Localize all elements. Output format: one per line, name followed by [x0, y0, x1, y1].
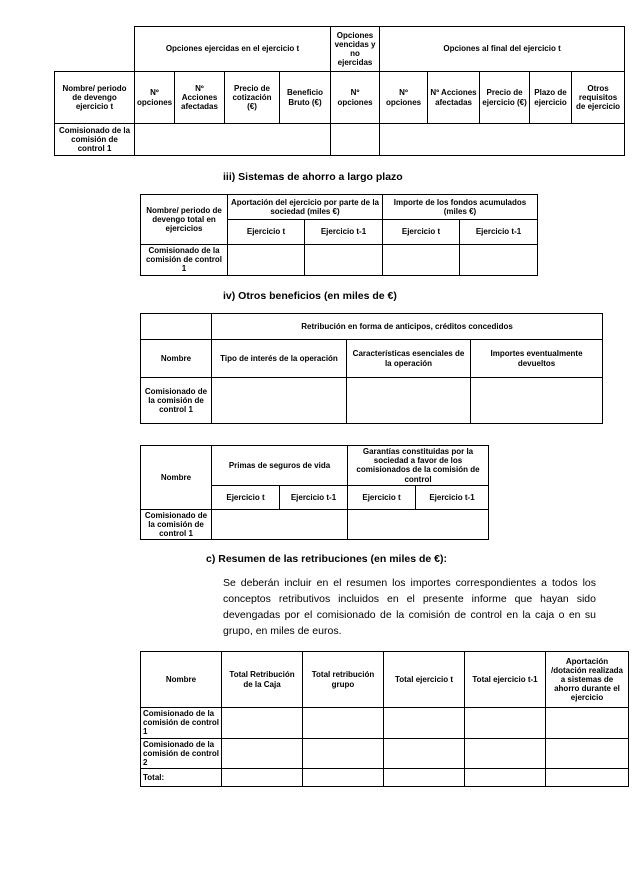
column-header: Ejercicio t-1: [416, 485, 489, 509]
column-header: Total ejercicio t: [384, 652, 465, 708]
column-header: Ejercicio t: [212, 485, 280, 509]
paragraph-line: grupo, en miles de euros.: [223, 625, 342, 637]
column-header: Precio de ejercicio (€): [480, 72, 530, 124]
row-header: Nombre: [141, 340, 212, 378]
row-label: Comisionado de la comisión de control 1: [55, 124, 135, 156]
group-header-advances: Retribución en forma de anticipos, créditos concedidos: [212, 314, 603, 340]
data-cell: [331, 124, 380, 156]
row-label: Comisionado de la comisión de control 1: [141, 245, 228, 276]
data-cell: [546, 769, 629, 787]
column-header: Total Retribución de la Caja: [222, 652, 303, 708]
column-header: Características esenciales de la operación: [347, 340, 471, 378]
data-cell: [135, 124, 331, 156]
advances-table: [140, 313, 603, 424]
row-label: Comisionado de la comisión de control 2: [141, 738, 222, 769]
data-cell: [228, 245, 305, 276]
data-cell: [380, 124, 625, 156]
paragraph-line: conceptos retributivos incluidos en el presente informe que hayan sido: [223, 593, 596, 605]
data-cell: [305, 245, 383, 276]
row-header: Nombre/ periodo de devengo ejercicio t: [55, 72, 135, 124]
column-header: Total retribución grupo: [303, 652, 384, 708]
paragraph-line: Se deberán incluir en el resumen los importes correspondientes a todos los: [223, 577, 596, 589]
data-cell: [212, 378, 347, 424]
column-header: Total ejercicio t-1: [465, 652, 546, 708]
group-header-contribution: Aportación del ejercicio por parte de la sociedad (miles €): [228, 195, 383, 220]
data-cell: [212, 509, 348, 540]
group-header-exercised: Opciones ejercidas en el ejercicio t: [135, 27, 331, 72]
data-cell: [460, 245, 538, 276]
group-header-accumulated: Importe de los fondos acumulados (miles €): [383, 195, 538, 220]
data-cell: [348, 509, 489, 540]
column-header: Ejercicio t-1: [305, 220, 383, 245]
column-header: Tipo de interés de la operación: [212, 340, 347, 378]
paragraph-line: devengadas por el comisionado de la comisión de control en la caja o en su: [223, 609, 596, 621]
data-cell: [384, 769, 465, 787]
data-cell: [222, 769, 303, 787]
data-cell: [222, 708, 303, 739]
row-label: Comisionado de la comisión de control 1: [141, 378, 212, 424]
group-header-guarantees: Garantías constituidas por la sociedad a favor de los comisionados de la comisión de control: [348, 446, 489, 486]
data-cell: [471, 378, 603, 424]
data-cell: [303, 708, 384, 739]
data-cell: [384, 738, 465, 769]
data-cell: [222, 738, 303, 769]
data-cell: [465, 769, 546, 787]
data-cell: [384, 708, 465, 739]
data-cell: [383, 245, 460, 276]
summary-table: [140, 651, 629, 787]
row-label: Total:: [141, 769, 222, 787]
section-c-title: c) Resumen de las retribuciones (en miles de €):: [206, 553, 447, 565]
column-header: Aportación /dotación realizada a sistemas de ahorro durante el ejercicio: [546, 652, 629, 708]
column-header: Nº opciones: [331, 72, 380, 124]
group-header-life-insurance: Primas de seguros de vida: [212, 446, 348, 486]
row-label: Comisionado de la comisión de control 1: [141, 509, 212, 540]
column-header: Importes eventualmente devueltos: [471, 340, 603, 378]
column-header: Plazo de ejercicio: [530, 72, 572, 124]
data-cell: [546, 708, 629, 739]
group-header-expired: Opciones vencidas y no ejercidas: [331, 27, 380, 72]
data-cell: [303, 738, 384, 769]
column-header: Nº Acciones afectadas: [175, 72, 225, 124]
insurance-table: [140, 445, 489, 540]
column-header: Nº Acciones afectadas: [428, 72, 480, 124]
options-table: [54, 26, 625, 156]
column-header: Ejercicio t: [228, 220, 305, 245]
column-header: Otros requisitos de ejercicio: [572, 72, 625, 124]
column-header: Ejercicio t-1: [280, 485, 348, 509]
section-iii-title: iii) Sistemas de ahorro a largo plazo: [223, 171, 403, 183]
row-label: Comisionado de la comisión de control 1: [141, 708, 222, 739]
column-header: Precio de cotización (€): [225, 72, 280, 124]
column-header: Ejercicio t-1: [460, 220, 538, 245]
column-header: Beneficio Bruto (€): [280, 72, 331, 124]
section-iv-title: iv) Otros beneficios (en miles de €): [223, 290, 397, 302]
row-header: Nombre: [141, 446, 212, 510]
data-cell: [465, 708, 546, 739]
data-cell: [465, 738, 546, 769]
column-header: Nombre: [141, 652, 222, 708]
row-header: Nombre/ periodo de devengo total en ejercicios: [141, 195, 228, 245]
group-header-end-of-year: Opciones al final del ejercicio t: [380, 27, 625, 72]
savings-table: [140, 194, 538, 276]
data-cell: [303, 769, 384, 787]
data-cell: [546, 738, 629, 769]
column-header: Ejercicio t: [383, 220, 460, 245]
column-header: Nº opciones: [135, 72, 175, 124]
data-cell: [347, 378, 471, 424]
column-header: Nº opciones: [380, 72, 428, 124]
column-header: Ejercicio t: [348, 485, 416, 509]
summary-paragraph: [223, 575, 596, 639]
